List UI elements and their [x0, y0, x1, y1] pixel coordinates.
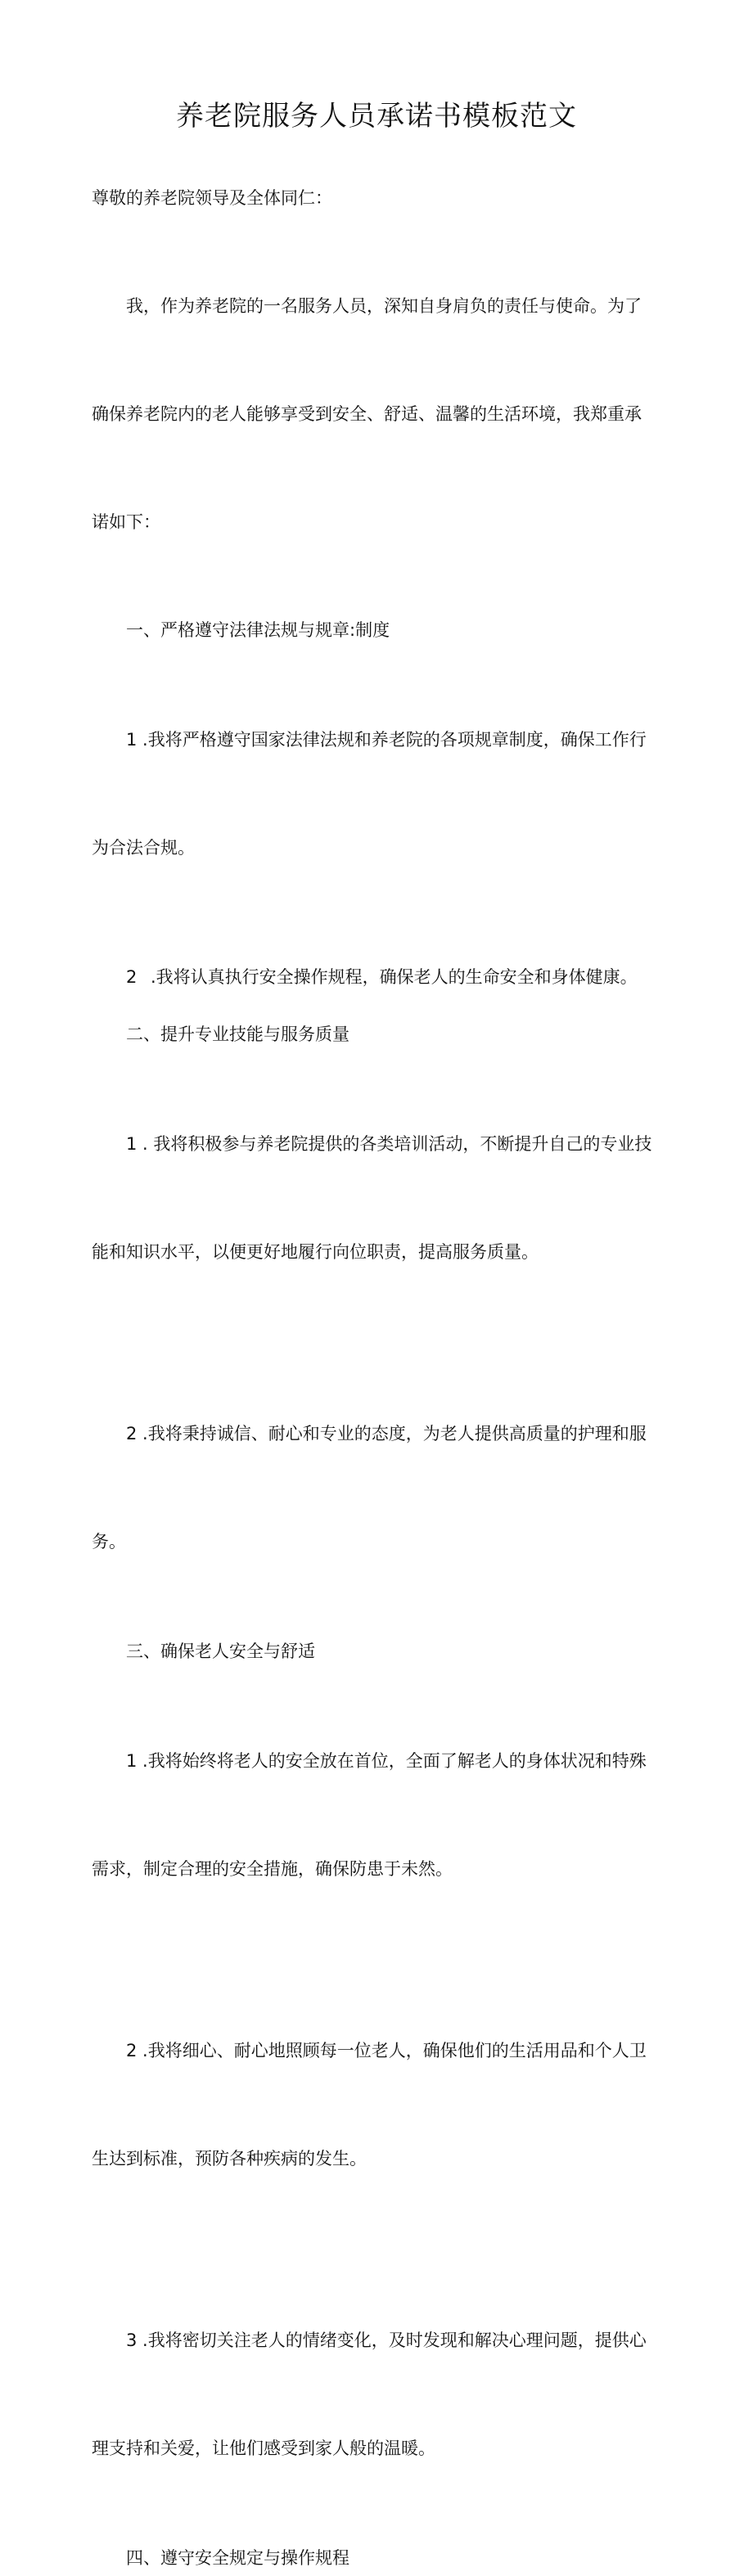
section-3-item-3-line-1: 3 .我将密切关注老人的情绪变化，及时发现和解决心理问题，提供心: [126, 2331, 647, 2350]
section-heading-4: 四、遵守安全规定与操作规程: [126, 2548, 349, 2568]
section-2-item-2-line-2: 务。: [92, 1532, 126, 1551]
salutation: 尊敬的养老院领导及全体同仁：: [92, 188, 332, 208]
section-3-item-1-line-2: 需求，制定合理的安全措施，确保防患于未然。: [92, 1859, 453, 1879]
section-1-item-2-text: .我将认真执行安全操作规程，确保老人的生命安全和身体健康。: [151, 967, 638, 987]
section-3-item-1: [92, 1671, 665, 1959]
section-3-item-1-line-1: 1 .我将始终将老人的安全放在首位，全面了解老人的身体状况和特殊: [126, 1751, 647, 1771]
section-3-item-2: [92, 1961, 665, 2249]
intro-line-2: 确保养老院内的老人能够享受到安全、舒适、温馨的生活环境，我郑重承: [92, 404, 642, 424]
section-3-item-2-line-1: 2 .我将细心、耐心地照顾每一位老人，确保他们的生活用品和个人卫: [126, 2041, 647, 2060]
section-1-item-1: [92, 650, 665, 938]
section-2-item-2: [92, 1344, 665, 1632]
section-heading-2: 二、提升专业技能与服务质量: [126, 1025, 349, 1044]
section-3-item-3: [92, 2250, 665, 2538]
section-2-item-2-line-1: 2 .我将秉持诚信、耐心和专业的态度，为老人提供高质量的护理和服: [126, 1424, 647, 1443]
document-body: [92, 180, 665, 2576]
section-1-item-1-line-2: 为合法合规。: [92, 838, 195, 858]
section-heading-3: 三、确保老人安全与舒适: [126, 1642, 315, 1661]
section-2-item-1-line-1: 1 . 我将积极参与养老院提供的各类培训活动，不断提升自己的专业技: [126, 1134, 652, 1154]
document-title: 养老院服务人员承诺书模板范文: [176, 100, 577, 133]
section-3-item-2-line-2: 生达到标准，预防各种疾病的发生。: [92, 2149, 367, 2168]
section-heading-1: 一、严格遵守法律法规与规章:制度: [126, 620, 390, 640]
section-3-item-3-line-2: 理支持和关爱，让他们感受到家人般的温暖。: [92, 2439, 435, 2458]
intro-line-1: 我，作为养老院的一名服务人员，深知自身肩负的责任与使命。为了: [126, 296, 642, 316]
intro-line-3: 诺如下：: [92, 512, 160, 532]
section-1-item-1-line-1: 1 .我将严格遵守国家法律法规和养老院的各项规章制度，确保工作行: [126, 730, 647, 750]
section-1-item-2-number: 2: [126, 967, 138, 987]
section-1-item-2: [92, 959, 665, 995]
section-2-item-1: [92, 1054, 665, 1342]
intro-paragraph: [92, 216, 665, 612]
section-2-item-1-line-2: 能和知识水平，以便更好地履行向位职责，提高服务质量。: [92, 1242, 539, 1262]
